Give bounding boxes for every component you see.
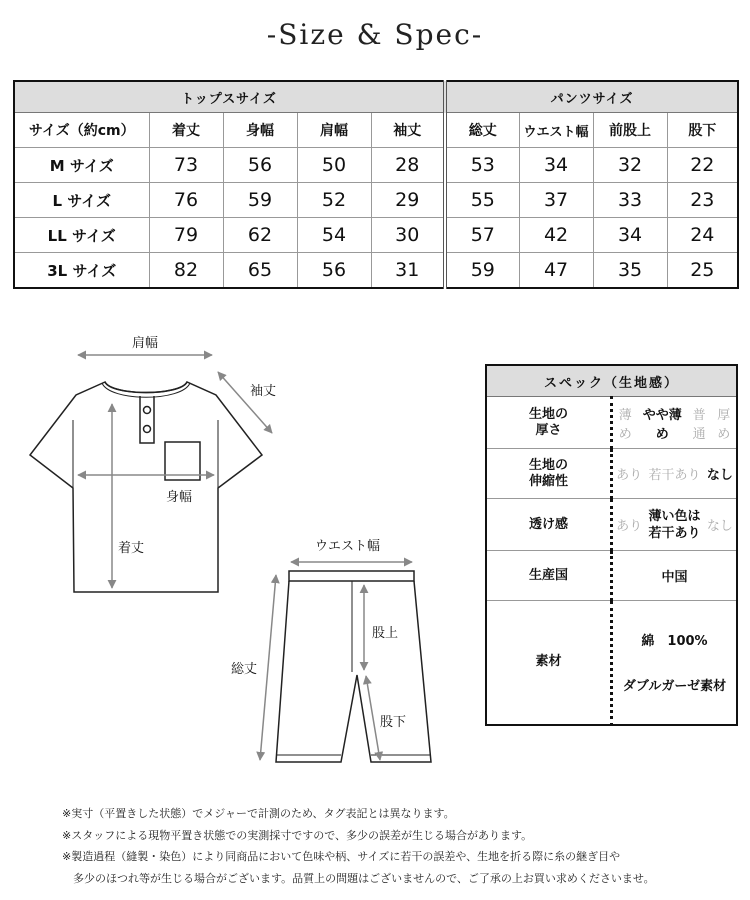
total-length-label: 総丈 [231, 662, 258, 677]
col-header-total-length: 総丈 [445, 113, 519, 148]
table-cell: 79 [149, 218, 223, 253]
table-cell: 54 [297, 218, 371, 253]
sleeve-label: 袖丈 [250, 384, 277, 399]
col-header-size: サイズ（約cm） [14, 113, 149, 148]
tshirt-measure-lines [78, 355, 272, 588]
spec-value-material: 綿 100% ダブルガーゼ素材 [622, 634, 727, 695]
option: あり [616, 468, 643, 483]
spec-row-material [486, 601, 737, 725]
table-cell: 33 [593, 183, 667, 218]
table-cell: 34 [593, 218, 667, 253]
table-cell: 25 [667, 253, 738, 289]
spec-header: スペック（生地感） [486, 365, 737, 397]
shoulder-label: 肩幅 [132, 336, 159, 351]
spec-row-sheer [486, 499, 737, 551]
table-cell: 42 [519, 218, 593, 253]
table-cell: 73 [149, 148, 223, 183]
body-width-label: 身幅 [166, 490, 193, 505]
waist-label: ウエスト幅 [315, 539, 381, 554]
rise-label: 股上 [372, 626, 399, 641]
table-cell: 56 [223, 148, 297, 183]
table-cell: 52 [297, 183, 371, 218]
page-title: -Size & Spec- [266, 18, 484, 51]
row-size-label: L サイズ [14, 183, 149, 218]
tops-header: トップスサイズ [14, 81, 445, 113]
col-header-waist: ウエスト幅 [519, 113, 593, 148]
table-cell: 30 [371, 218, 445, 253]
table-cell: 47 [519, 253, 593, 289]
table-cell: 22 [667, 148, 738, 183]
option-selected: なし [706, 468, 733, 483]
table-cell: 23 [667, 183, 738, 218]
option: 普通 [692, 407, 706, 442]
spec-value-stretch [612, 449, 738, 499]
pants-header: パンツサイズ [445, 81, 738, 113]
col-header-sleeve: 袖丈 [371, 113, 445, 148]
table-cell: 56 [297, 253, 371, 289]
note-line: 多少のほつれ等が生じる場合がございます。品質上の問題はございませんので、ご了承の上お買い求めくださいませ。 [73, 871, 655, 885]
note-line: ※実寸（平置きした状態）でメジャーで計測のため、タグ表記とは異なります。 [62, 807, 455, 820]
spec-label-material: 素材 [486, 601, 612, 725]
table-cell: 62 [223, 218, 297, 253]
spec-label-sheer: 透け感 [486, 499, 612, 551]
col-header-inseam: 股下 [667, 113, 738, 148]
note-line: ※製造過程（縫製・染色）により同商品において色味や柄、サイズに若干の誤差や、生地を折る際に糸の継ぎ目や [62, 850, 621, 863]
table-cell: 31 [371, 253, 445, 289]
inseam-label: 股下 [380, 715, 407, 730]
option: あり [616, 519, 643, 534]
table-cell: 65 [223, 253, 297, 289]
spec-table [485, 364, 738, 726]
table-cell: 59 [445, 253, 519, 289]
note-line: ※スタッフによる現物平置き状態での実測採寸ですので、多少の誤差が生じる場合があります。 [62, 828, 533, 842]
spec-row-stretch [486, 449, 737, 499]
table-cell: 57 [445, 218, 519, 253]
table-cell: 59 [223, 183, 297, 218]
table-cell: 28 [371, 148, 445, 183]
col-header-shoulder: 肩幅 [297, 113, 371, 148]
tshirt-illustration [30, 382, 262, 592]
row-size-label: 3L サイズ [14, 253, 149, 289]
notes [62, 803, 655, 889]
option: なし [706, 519, 733, 534]
row-size-label: M サイズ [14, 148, 149, 183]
table-cell: 82 [149, 253, 223, 289]
spec-value-thickness [612, 397, 738, 449]
spec-row-origin [486, 551, 737, 601]
spec-value-origin: 中国 [612, 551, 738, 601]
option: 厚め [717, 407, 731, 442]
col-header-body-width: 身幅 [223, 113, 297, 148]
col-header-length: 着丈 [149, 113, 223, 148]
table-cell: 50 [297, 148, 371, 183]
option: 薄め [618, 407, 632, 442]
table-cell: 29 [371, 183, 445, 218]
col-header-rise: 前股上 [593, 113, 667, 148]
pants-illustration [276, 571, 431, 762]
spec-value-sheer [612, 499, 738, 551]
table-cell: 55 [445, 183, 519, 218]
table-cell: 24 [667, 218, 738, 253]
option-selected: やや薄め [642, 407, 682, 442]
table-cell: 53 [445, 148, 519, 183]
option: 若干あり [648, 468, 701, 483]
row-size-label: LL サイズ [14, 218, 149, 253]
table-cell: 35 [593, 253, 667, 289]
table-cell: 34 [519, 148, 593, 183]
spec-label-thickness: 生地の 厚さ [486, 397, 612, 449]
option-selected: 薄い色は 若干あり [648, 508, 701, 541]
spec-row-thickness [486, 397, 737, 449]
spec-label-stretch: 生地の 伸縮性 [486, 449, 612, 499]
table-cell: 76 [149, 183, 223, 218]
table-cell: 37 [519, 183, 593, 218]
table-cell: 32 [593, 148, 667, 183]
spec-label-origin: 生産国 [486, 551, 612, 601]
length-label: 着丈 [118, 541, 145, 556]
